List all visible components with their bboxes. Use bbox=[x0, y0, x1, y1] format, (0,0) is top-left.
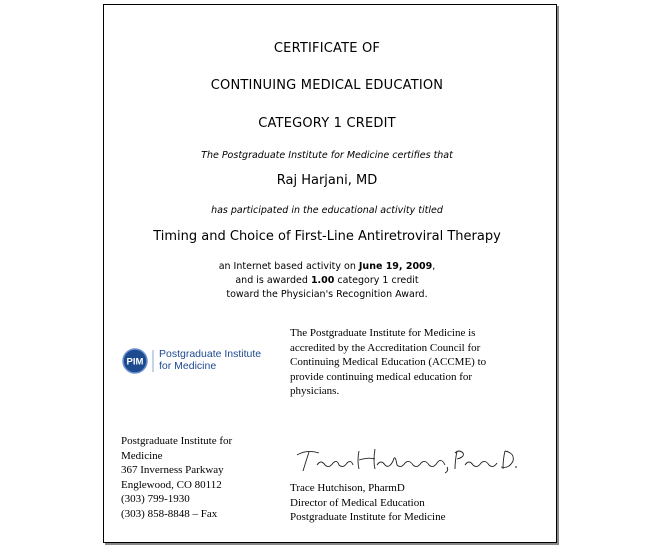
logo-line1: Postgraduate Institute bbox=[159, 348, 262, 360]
certificate-title-line2: CONTINUING MEDICAL EDUCATION bbox=[210, 78, 444, 93]
award-line-1: an Internet based activity on June 19, 2009, bbox=[218, 261, 436, 272]
award-date: June 19, 2009 bbox=[358, 261, 433, 272]
svg-text:PIM: PIM bbox=[126, 356, 144, 368]
award-line-2: and is awarded 1.00 category 1 credit bbox=[235, 275, 419, 286]
accreditation-statement: The Postgraduate Institute for Medicine is accredited by the Accreditation Council for Continuing Medical Education (ACCME) to provide continuing medical education for physicians. bbox=[290, 327, 487, 397]
award-line-3: toward the Physician's Recognition Award. bbox=[226, 289, 428, 300]
signature-image bbox=[293, 445, 523, 477]
participated-text: has participated in the educational activity titled bbox=[211, 205, 443, 216]
signatory-block bbox=[290, 481, 446, 525]
logo-line2: for Medicine bbox=[159, 360, 217, 372]
signatory-name: Trace Hutchison, PharmD bbox=[290, 482, 405, 494]
certifies-text: The Postgraduate Institute for Medicine certifies that bbox=[201, 150, 453, 161]
address-block: Postgraduate Institute for Medicine 367 Inverness Parkway Englewood, CO 80112 (303) 799-1930 (303) 858-8848 – Fax bbox=[121, 435, 233, 520]
award-credits: 1.00 bbox=[310, 275, 335, 286]
signatory-title: Director of Medical Education bbox=[290, 496, 425, 509]
recipient-name: Raj Harjani, MD bbox=[276, 173, 378, 188]
certificate-title-line3: CATEGORY 1 CREDIT bbox=[258, 116, 396, 131]
activity-title: Timing and Choice of First-Line Antiretroviral Therapy bbox=[153, 229, 501, 244]
certificate-title-line1: CERTIFICATE OF bbox=[273, 41, 381, 56]
signatory-organization: Postgraduate Institute for Medicine bbox=[290, 511, 446, 523]
logo-text bbox=[159, 348, 261, 372]
